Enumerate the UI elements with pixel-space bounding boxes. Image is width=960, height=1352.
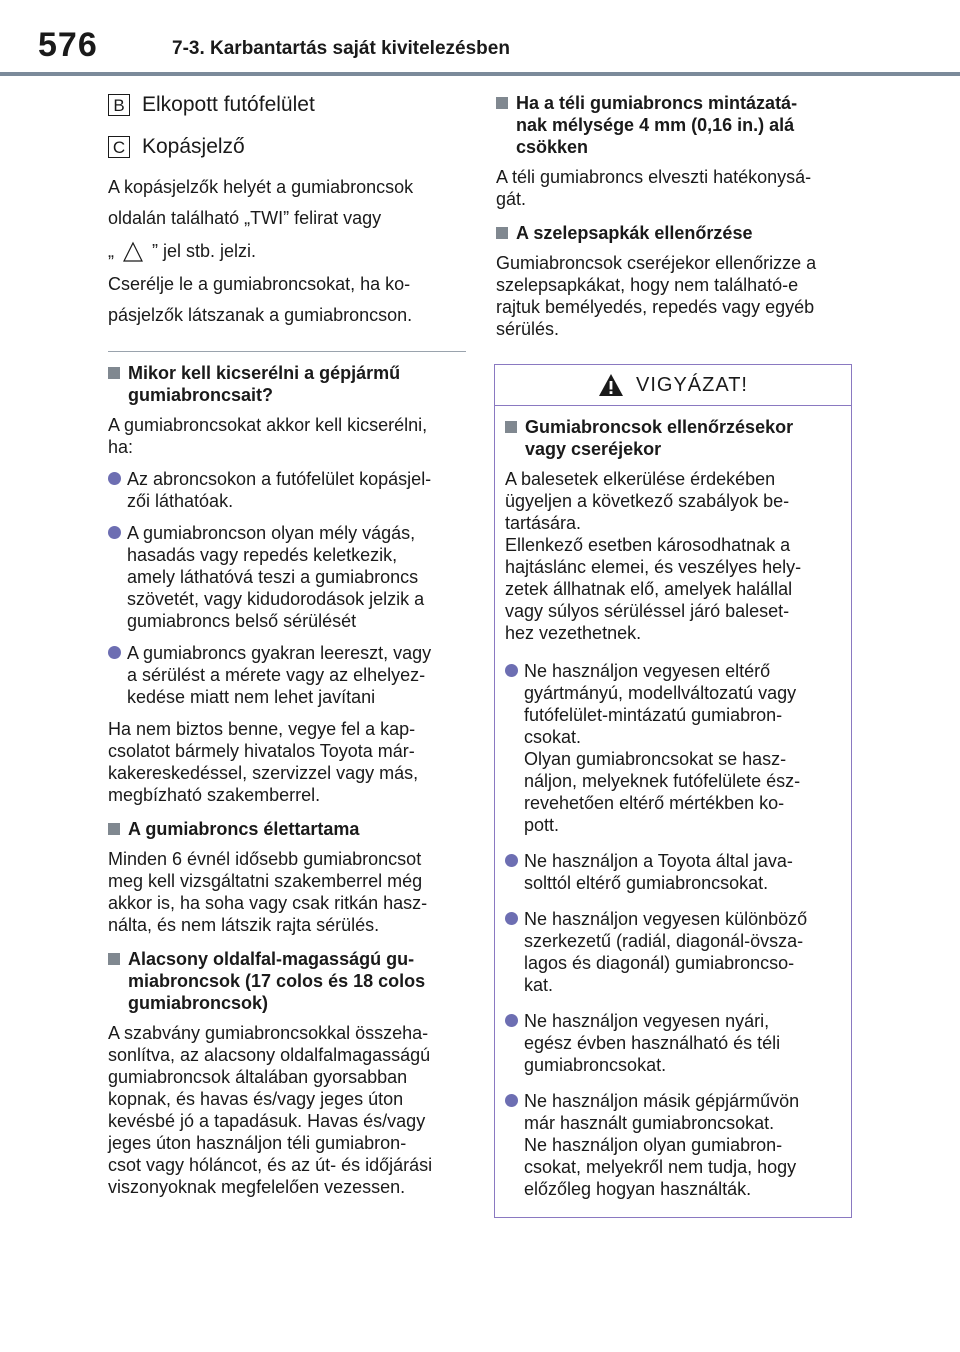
square-bullet-icon <box>496 97 508 109</box>
bullet-item: A gumiabroncs gyakran leereszt, vagy a sérülést a mérete vagy az elhelyez- kedése miatt nem lehet javítani <box>108 642 466 708</box>
section-heading: Ha a téli gumiabroncs mintázatá- nak mélysége 4 mm (0,16 in.) alá csökken <box>496 92 852 158</box>
paragraph: A szabvány gumiabroncsokkal összeha- sonlítva, az alacsony oldalfalmagasságú gumiabroncsok általában gyorsabban kopnak, és havas és/vagy jeges úton kevésbé jó a tapadásuk. Havas és/vagy jeges úton használjon téli gumiabron- csot vagy hóláncot, és az út- és időjárási viszonyoknak megfelelően vezessen. <box>108 1023 433 1197</box>
label-b-box: B <box>108 94 130 116</box>
divider <box>108 351 466 352</box>
label-c-box: C <box>108 136 130 158</box>
paragraph: Gumiabroncsok cseréjekor ellenőrizze a szelepsapkákat, hogy nem található-e rajtuk bemélyedés, repedés vagy egyéb sérülés. <box>496 253 817 339</box>
circle-bullet-icon <box>108 472 121 485</box>
left-column <box>108 92 466 1198</box>
square-bullet-icon <box>505 421 517 433</box>
section-heading: Alacsony oldalfal-magasságú gu- miabroncsok (17 colos és 18 colos gumiabroncsok) <box>108 948 466 1014</box>
square-bullet-icon <box>108 367 120 379</box>
page-number: 576 <box>38 26 98 64</box>
text-line: pásjelzők látszanak a gumiabroncson. <box>108 305 413 325</box>
square-bullet-icon <box>496 227 508 239</box>
text-line <box>108 236 466 267</box>
section-heading: Mikor kell kicserélni a gépjármű gumiabroncsait? <box>108 362 466 406</box>
label-b-text: Elkopott futófelület <box>142 93 315 116</box>
caution-header <box>495 365 851 406</box>
text-line: A kopásjelzők helyét a gumiabroncsok <box>108 177 414 197</box>
triangle-icon <box>122 241 144 263</box>
page-header <box>0 0 960 78</box>
label-c-row <box>108 134 466 160</box>
caution-body <box>495 406 851 1200</box>
caution-bullet: Ne használjon vegyesen eltérő gyártmányú, modellváltozatú vagy futófelület-mintázatú gumiabron- csokat. Olyan gumiabroncsokat se hasz- náljon, melyeknek futófelülete ész- revehetően eltérő mértékben ko- pott. <box>505 660 841 836</box>
twi-description <box>108 172 466 331</box>
header-rule <box>0 72 960 76</box>
text-line: oldalán található „TWI” felirat vagy <box>108 208 382 228</box>
warning-icon <box>598 373 624 397</box>
right-column <box>496 92 852 340</box>
square-bullet-icon <box>108 823 120 835</box>
section-heading: A szelepsapkák ellenőrzése <box>496 222 852 244</box>
square-bullet-icon <box>108 953 120 965</box>
caution-bullet: Ne használjon másik gépjárművön már használt gumiabroncsokat. Ne használjon olyan gumiabron- csokat, melyekről nem tudja, hogy előzőleg hogyan használták. <box>505 1090 841 1200</box>
paragraph: Ha nem biztos benne, vegye fel a kap- csolatot bármely hivatalos Toyota már- kakereskedéssel, szervizzel vagy más, megbízható szakemberrel. <box>108 719 419 805</box>
circle-bullet-icon <box>505 912 518 925</box>
circle-bullet-icon <box>108 646 121 659</box>
paragraph: Minden 6 évnél idősebb gumiabroncsot meg kell vizsgáltatni szakemberrel még akkor is, ha soha vagy csak ritkán hasz- nálta, és nem látszik rajta sérülés. <box>108 849 428 935</box>
bullet-item: Az abroncsokon a futófelület kopásjel- zői láthatóak. <box>108 468 466 512</box>
caution-box <box>494 364 852 1218</box>
caution-bullet: Ne használjon vegyesen nyári, egész évben használható és téli gumiabroncsokat. <box>505 1010 841 1076</box>
caution-intro: A balesetek elkerülése érdekében ügyeljen a következő szabályok be- tartására. Ellenkező esetben károsodhatnak a hajtáslánc elemei, és veszélyes hely- zetek állhatnak elő, amelyek halállal vagy súlyos sérüléssel járó baleset- hez vezethetnek. <box>505 469 802 643</box>
section-title: 7-3. Karbantartás saját kivitelezésben <box>172 38 510 59</box>
circle-bullet-icon <box>505 1014 518 1027</box>
caution-bullet: Ne használjon a Toyota által java- solttól eltérő gumiabroncsokat. <box>505 850 841 894</box>
quote-close: ” jel stb. jelzi. <box>152 241 257 261</box>
circle-bullet-icon <box>108 526 121 539</box>
paragraph: A gumiabroncsokat akkor kell kicserélni, ha: <box>108 415 428 457</box>
caution-bullet: Ne használjon vegyesen különböző szerkezetű (radiál, diagonál-övsza- lagos és diagonál) gumiabroncso- kat. <box>505 908 841 996</box>
bullet-item: A gumiabroncson olyan mély vágás, hasadás vagy repedés keletkezik, amely láthatóvá teszi a gumiabroncs szövetét, vagy kidudorodások jelzik a gumiabroncs belső sérülését <box>108 522 466 632</box>
circle-bullet-icon <box>505 854 518 867</box>
quote-open: „ <box>108 241 114 261</box>
paragraph: A téli gumiabroncs elveszti hatékonysá- gát. <box>496 167 812 209</box>
circle-bullet-icon <box>505 1094 518 1107</box>
label-c-text: Kopásjelző <box>142 135 245 158</box>
text-line: Cserélje le a gumiabroncsokat, ha ko- <box>108 274 411 294</box>
section-heading: A gumiabroncs élettartama <box>108 818 466 840</box>
circle-bullet-icon <box>505 664 518 677</box>
caution-heading: VIGYÁZAT! <box>636 373 748 396</box>
caution-title: Gumiabroncsok ellenőrzésekor vagy cseréjekor <box>505 416 841 460</box>
label-b-row <box>108 92 466 118</box>
